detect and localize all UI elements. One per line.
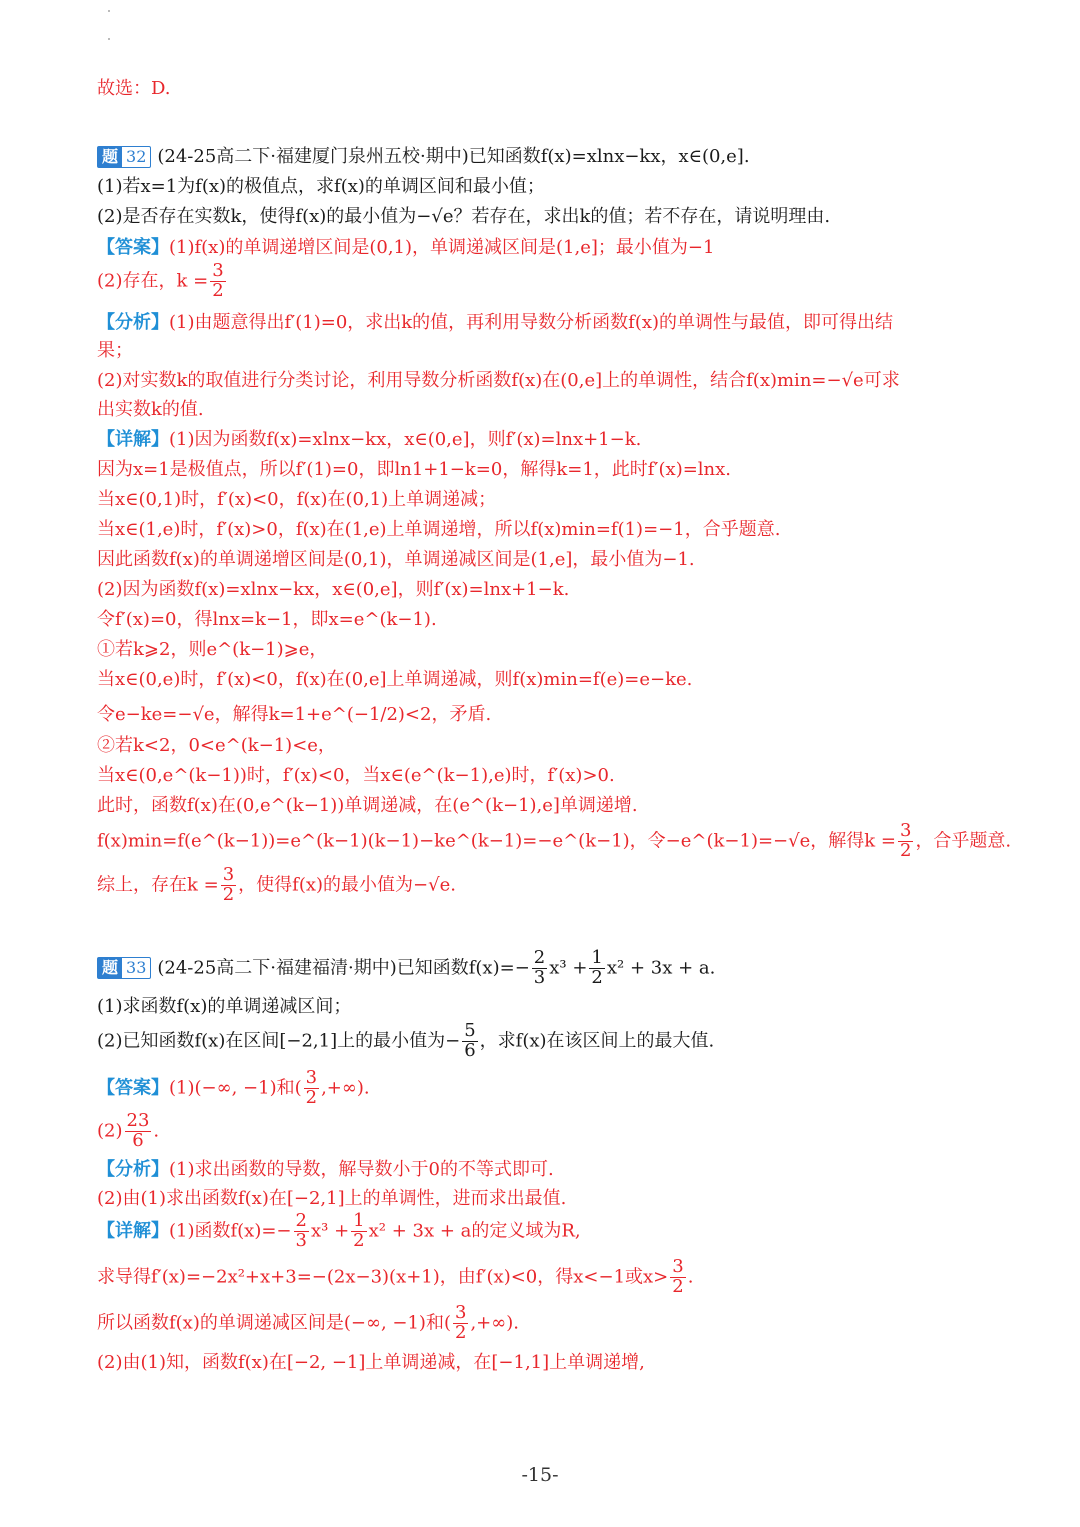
q33-detail-line2: 求导得f′(x)=−2x²+x+3=−(2x−3)(x+1)，由f′(x)<0，得x<−1或x> $\frac{3}{2}$ .	[97, 1256, 694, 1297]
fraction: $\frac{1}{2}$	[353, 1210, 365, 1251]
q32-detail-line6: (2)因为函数f(x)=xlnx−kx，x∈(0,e]，则f′(x)=lnx+1−k.	[97, 579, 570, 600]
q32-analysis-line4: 出实数k的值.	[97, 399, 204, 420]
q32-detail-line5: 因此函数f(x)的单调递增区间是(0,1)，单调递减区间是(1,e]，最小值为−1.	[97, 549, 695, 570]
page-number: -15-	[521, 1464, 559, 1486]
fraction: $\frac{3}{2}$	[672, 1256, 684, 1297]
fraction: $\frac{2}{3}$	[533, 947, 546, 988]
fraction: $\frac{3}{2}$	[212, 260, 224, 301]
fraction: $\frac{23}{6}$	[126, 1110, 150, 1151]
detail-tag: 【详解】	[97, 1220, 169, 1242]
q32-detail-line7: 令f′(x)=0，得lnx=k−1，即x=e^(k−1).	[97, 609, 437, 630]
q32-detail-line15: 综上，存在k = $\frac{3}{2}$ ，使得f(x)的最小值为−√e.	[97, 864, 456, 905]
fraction: $\frac{3}{2}$	[454, 1302, 467, 1343]
q32-detail-line3: 当x∈(0,1)时，f′(x)<0，f(x)在(0,1)上单调递减；	[97, 489, 497, 510]
q32-answer-line2: (2)存在，k = $\frac{3}{2}$	[97, 260, 224, 301]
q32-analysis-line2: 果；	[97, 340, 133, 361]
q32-analysis-line3: (2)对实数k的取值进行分类讨论，利用导数分析函数f(x)在(0,e]上的单调性，结合f(x)min=−√e可求	[97, 370, 900, 391]
question-number-badge: 题 33	[97, 957, 151, 979]
fraction: $\frac{1}{2}$	[591, 947, 603, 988]
q32-part1: (1)若x=1为f(x)的极值点，求f(x)的单调区间和最小值；	[97, 176, 545, 197]
q32-stem-line	[97, 144, 750, 170]
detail-tag: 【详解】	[97, 429, 169, 450]
q32-detail-line11: ②若k<2，0<e^(k−1)<e，	[97, 735, 336, 756]
q33-detail-line3: 所以函数f(x)的单调递减区间是(−∞, −1)和( $\frac{3}{2}$ ,+∞).	[97, 1302, 519, 1343]
q33-answer-line2: (2) $\frac{23}{6}$ .	[97, 1110, 160, 1151]
scan-mark	[108, 38, 110, 40]
q33-part1: (1)求函数f(x)的单调递减区间；	[97, 996, 352, 1017]
q32-part2: (2)是否存在实数k，使得f(x)的最小值为−√e？若存在，求出k的值；若不存在，请说明理由.	[97, 206, 831, 227]
question-number-badge: 题 32	[97, 146, 151, 168]
q32-stem: (24-25高二下·福建厦门泉州五校·期中)已知函数f(x)=xlnx−kx，x∈(0,e].	[157, 146, 750, 167]
q32-detail-line9: 当x∈(0,e)时，f′(x)<0，f(x)在(0,e]上单调递减，则f(x)min=f(e)=e−ke.	[97, 669, 693, 690]
q32-detail-line13: 此时，函数f(x)在(0,e^(k−1))单调递减，在(e^(k−1),e]单调递增.	[97, 795, 638, 816]
q32-detail-line1: 【详解】(1)因为函数f(x)=xlnx−kx，x∈(0,e]，则f′(x)=lnx+1−k.	[97, 429, 642, 450]
q32-analysis-line1: 【分析】(1)由题意得出f′(1)=0，求出k的值，再利用导数分析函数f(x)的单调性与最值，即可得出结	[97, 312, 894, 333]
q33-part2: (2)已知函数f(x)在区间[−2,1]上的最小值为− $\frac{5}{6}$ ，求f(x)在该区间上的最大值.	[97, 1020, 715, 1061]
analysis-tag: 【分析】	[97, 312, 169, 333]
fraction: $\frac{5}{6}$	[464, 1020, 476, 1061]
q32-detail-line10: 令e−ke=−√e，解得k=1+e^(−1/2)<2，矛盾.	[97, 704, 492, 725]
fraction: $\frac{3}{2}$	[222, 864, 235, 905]
fraction: $\frac{3}{2}$	[899, 820, 912, 861]
q32-detail-line12: 当x∈(0,e^(k−1))时，f′(x)<0，当x∈(e^(k−1),e)时，f′(x)>0.	[97, 765, 615, 786]
answer-tag: 【答案】	[97, 237, 169, 258]
scan-mark	[108, 10, 110, 12]
q33-analysis-line1: 【分析】(1)求出函数的导数，解导数小于0的不等式即可.	[97, 1159, 554, 1180]
q33-detail-line4: (2)由(1)知，函数f(x)在[−2, −1]上单调递减，在[−1,1]上单调递增,	[97, 1352, 645, 1373]
fraction: $\frac{2}{3}$	[295, 1210, 307, 1251]
q32-detail-line14: f(x)min=f(e^(k−1))=e^(k−1)(k−1)−ke^(k−1)=−e^(k−1)，令−e^(k−1)=−√e，解得k = $\frac{3}{2}$ ，合乎题意.	[97, 820, 1012, 861]
fraction: $\frac{3}{2}$	[305, 1067, 318, 1108]
q32-detail-line2: 因为x=1是极值点，所以f′(1)=0，即ln1+1−k=0，解得k=1，此时f′(x)=lnx.	[97, 459, 732, 480]
q33-answer-line1: 【答案】(1)(−∞, −1)和( $\frac{3}{2}$ ,+∞).	[97, 1067, 370, 1108]
previous-answer-conclusion: 故选：D.	[97, 78, 171, 99]
q33-detail-line1: 【详解】(1)函数f(x)=− $\frac{2}{3}$ x³ + $\frac{1}{2}$ x² + 3x + a的定义域为R,	[97, 1210, 581, 1251]
q32-detail-line8: ①若k⩾2，则e^(k−1)⩾e，	[97, 639, 328, 660]
q33-analysis-line2: (2)由(1)求出函数f(x)在[−2,1]上的单调性，进而求出最值.	[97, 1188, 567, 1209]
q32-answer-line1: 【答案】(1)f(x)的单调递增区间是(0,1)，单调递减区间是(1,e]；最小值为−1	[97, 237, 715, 258]
analysis-tag: 【分析】	[97, 1159, 169, 1180]
q33-stem-line: 题 33 (24-25高二下·福建福清·期中)已知函数f(x)=− $\frac{2}{3}$ x³ + $\frac{1}{2}$ x² + 3x + a.	[97, 949, 715, 988]
q32-detail-line4: 当x∈(1,e)时，f′(x)>0，f(x)在(1,e)上单调递增，所以f(x)min=f(1)=−1，合乎题意.	[97, 519, 781, 540]
answer-tag: 【答案】	[97, 1077, 169, 1099]
